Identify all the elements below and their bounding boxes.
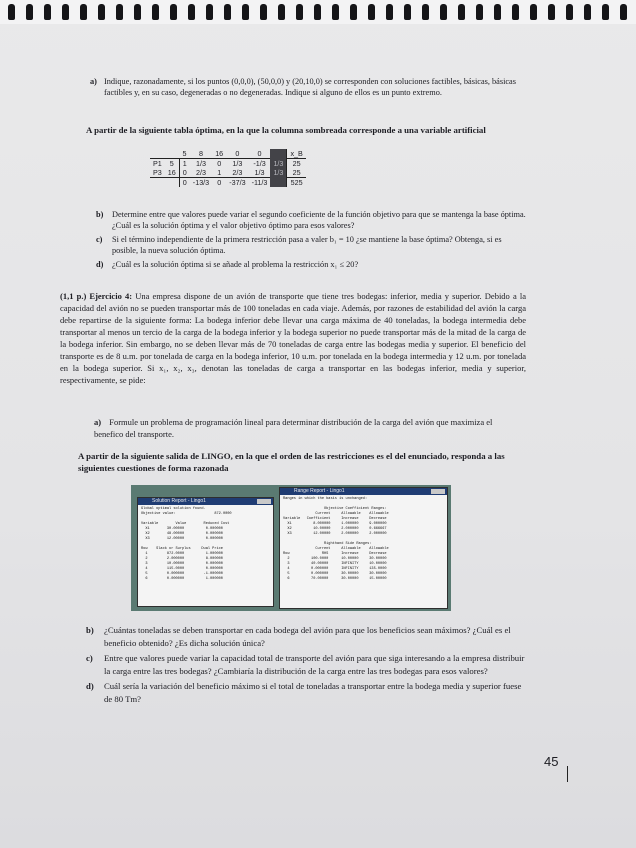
lingo-intro: A partir de la siguiente salida de LINGO, en la que el orden de las restricciones es el del enunciado, responda a las siguientes cuestiones de forma razonada bbox=[78, 451, 505, 473]
list-item bbox=[96, 209, 526, 231]
window-title: Range Report - Lingo1 bbox=[294, 488, 345, 494]
solution-report-body bbox=[138, 505, 273, 584]
table-cell: 1/3 bbox=[190, 159, 212, 169]
artificial-column-header bbox=[270, 149, 287, 159]
simplex-table bbox=[150, 149, 306, 187]
table-cell: 1/3 bbox=[226, 159, 248, 169]
window-title-bar bbox=[138, 498, 273, 505]
report-line: 6 0.000000 1.000000 bbox=[141, 577, 223, 581]
report-line: 5 0.000000 -1.000000 bbox=[141, 572, 223, 576]
question-label: c) bbox=[96, 235, 103, 244]
lingo-screenshot bbox=[131, 485, 451, 611]
table-cell: 525 bbox=[287, 178, 306, 188]
spiral-binding bbox=[0, 0, 636, 24]
cost-row bbox=[150, 149, 306, 159]
table-cell: 0 bbox=[212, 159, 226, 169]
table-cell: -37/3 bbox=[229, 178, 246, 187]
report-line: Objective value: 872.0000 bbox=[141, 512, 232, 516]
table-cell: 0 bbox=[179, 168, 190, 178]
page-number: 45 bbox=[544, 754, 559, 769]
reduced-cost-row bbox=[150, 178, 306, 188]
report-line: Current Allowable Allowable bbox=[283, 512, 389, 516]
report-line: Righthand Side Ranges: bbox=[283, 542, 372, 546]
table-cell: 5 bbox=[182, 149, 187, 158]
table-cell: 2/3 bbox=[190, 168, 212, 178]
question-label: a) bbox=[90, 77, 97, 86]
question-text: Formule un problema de programación lineal para determinar distribución de la carga del avión que maximiza el benefico del transporte. bbox=[94, 417, 493, 439]
report-line: 2 2.000000 8.000000 bbox=[141, 557, 223, 561]
question-label: a) bbox=[94, 417, 102, 427]
table-cell: 1 bbox=[212, 168, 226, 178]
table-cell: 1 bbox=[179, 159, 190, 169]
report-line: X2 10.00000 2.000000 0.666667 bbox=[283, 527, 387, 531]
question-a bbox=[90, 76, 524, 98]
question-text: Entre que valores puede variar la capacidad total de transporte del avión para que siga interesando a la empresa distribuir la carga entre las tres bodegas? ¿Cambiaría la distribución de la carga entre las tres bodegas para esos valores? bbox=[104, 653, 525, 676]
list-item bbox=[86, 680, 526, 706]
question-list-1 bbox=[96, 209, 526, 273]
table-cell: 8 bbox=[198, 149, 203, 158]
question-text: Si el término independiente de la primera restricción pasa a valer b₁ = 10 ¿se mantiene la base óptima? Obtenga, si es posible, la nueva solución óptima. bbox=[112, 235, 502, 255]
artificial-cell: 1/3 bbox=[270, 159, 287, 169]
table-cell: 1/3 bbox=[249, 168, 271, 178]
table-cell: 0 bbox=[179, 178, 190, 188]
question-label: d) bbox=[96, 260, 104, 269]
exercise-mark: (1,1 p.) Ejercicio 4: bbox=[60, 291, 133, 301]
table-cell: 25 bbox=[287, 168, 306, 178]
table-cell: -11/3 bbox=[251, 178, 268, 187]
window-controls bbox=[257, 499, 271, 504]
window-controls bbox=[431, 489, 445, 494]
solution-report-window bbox=[137, 497, 274, 607]
artificial-cell bbox=[270, 178, 287, 188]
report-line: 1 872.0000 1.000000 bbox=[141, 552, 223, 556]
report-line: 4 115.0000 0.000000 bbox=[141, 567, 223, 571]
question-text: Determine entre que valores puede variar el segundo coeficiente de la función objetivo para que se mantenga la base óptima. ¿Cuál es la solución óptima y el valor objetivo óptimo para esos valores? bbox=[112, 210, 526, 230]
list-item bbox=[86, 624, 526, 650]
question-label: b) bbox=[86, 625, 94, 635]
report-line: X1 8.000000 1.000000 9.000000 bbox=[283, 522, 387, 526]
pen-mark bbox=[567, 766, 568, 782]
report-line: 4 0.000000 INFINITY 135.0000 bbox=[283, 567, 387, 571]
question-text: ¿Cuál es la solución óptima si se añade al problema la restricción x₁ ≤ 20? bbox=[112, 260, 359, 269]
question-label: d) bbox=[86, 681, 94, 691]
question-list-2 bbox=[86, 624, 526, 708]
table-cell: x_B bbox=[287, 149, 306, 159]
report-line: 6 70.00000 30.00000 15.00000 bbox=[283, 577, 387, 581]
exercise-4-question-a bbox=[94, 416, 514, 440]
report-line: X3 12.00000 2.000000 2.000000 bbox=[283, 532, 387, 536]
report-line: Row RHS Increase Decrease bbox=[283, 552, 387, 556]
table-row bbox=[150, 159, 306, 169]
report-line: 3 10.00000 0.000000 bbox=[141, 562, 223, 566]
report-line: Variable Value Reduced Cost bbox=[141, 522, 230, 526]
basis-cell: P3 bbox=[150, 168, 165, 178]
table-cell: 0 bbox=[257, 149, 262, 158]
range-report-window bbox=[279, 487, 448, 609]
question-label: c) bbox=[86, 653, 93, 663]
report-line: X2 48.00000 0.000000 bbox=[141, 532, 223, 536]
report-line: Variable Coefficient Increase Decrease bbox=[283, 517, 387, 521]
question-label: b) bbox=[96, 210, 104, 219]
report-line: Current Allowable Allowable bbox=[283, 547, 389, 551]
cb-cell: 16 bbox=[165, 168, 180, 178]
table-cell: 16 bbox=[215, 149, 224, 158]
question-text: Cuál sería la variación del beneficio máximo si el total de toneladas a transportar entre la bodega media y superior fuese de 80 Tm? bbox=[104, 681, 522, 704]
window-title-bar bbox=[280, 488, 447, 495]
basis-cell: P1 bbox=[150, 159, 165, 169]
report-line: 5 0.000000 30.00000 30.00000 bbox=[283, 572, 387, 576]
list-item bbox=[96, 234, 526, 256]
table-intro: A partir de la siguiente tabla óptima, en la que la columna sombreada corresponde a una variable artificial bbox=[86, 125, 486, 135]
list-item bbox=[86, 652, 526, 678]
report-line: Row Slack or Surplus Dual Price bbox=[141, 547, 223, 551]
report-line: X3 12.00000 0.000000 bbox=[141, 537, 223, 541]
report-line: Objective Coefficient Ranges: bbox=[283, 507, 387, 511]
range-report-body bbox=[280, 495, 447, 584]
table-cell: 0 bbox=[217, 178, 222, 187]
artificial-cell: 1/3 bbox=[270, 168, 287, 178]
document-page bbox=[0, 24, 636, 848]
table-cell: -1/3 bbox=[249, 159, 271, 169]
table-cell: 25 bbox=[287, 159, 306, 169]
table-row bbox=[150, 168, 306, 178]
report-line: Global optimal solution found. bbox=[141, 507, 206, 511]
report-line: 3 40.00000 INFINITY 10.00000 bbox=[283, 562, 387, 566]
exercise-4 bbox=[60, 290, 526, 386]
question-text: ¿Cuántas toneladas se deben transportar en cada bodega del avión para que los beneficios sean máximos? ¿Cuál es el beneficio obtenido? ¿Es dicha solución única? bbox=[104, 625, 511, 648]
report-line: Ranges in which the basis is unchanged: bbox=[283, 497, 368, 501]
table-cell: 0 bbox=[235, 149, 240, 158]
table-cell: -13/3 bbox=[192, 178, 210, 187]
report-line: 2 100.0000 10.00000 30.00000 bbox=[283, 557, 387, 561]
question-text: Indique, razonadamente, si los puntos (0,0,0), (50,0,0) y (20,10,0) se corresponden con soluciones factibles, básicas, básicas factibles y, en su caso, degeneradas o no degeneradas. Indique si alguno de ellos es un punto extremo. bbox=[104, 77, 516, 97]
exercise-text: Una empresa dispone de un avión de transporte que tiene tres bodegas: inferior, media y superior. Debido a la capacidad del avión no se pueden transportar más de 100 toneladas en cada viaje. Además, por razones de estabilidad del avión la carga debe repartirse de la siguiente forma: La bodega inferior debe llevar una carga máxima de 40 toneladas, la bodega intermedia debe transportar al menos un tercio de la carga de la bodega inferior y la bodega superior no puede transportar más de la mitad de la carga de la bodega inferior. Sin embargo, no se deben llevar más de 70 toneladas de carga entre las bodegas media y superior. El beneficio del transporte es de 8 u.m. por tonelada de carga en la bodega inferior, 10 u.m. por tonelada en la bodega intermedia y 12 u.m. por tonelada en la bodega superior. Si x₁, x₂, x₃, denotan las toneladas de carga a transportar en las bodegas inferior, media y superior, respectivamente, se pide: bbox=[60, 291, 526, 385]
table-cell: 2/3 bbox=[226, 168, 248, 178]
cb-cell: 5 bbox=[165, 159, 180, 169]
list-item bbox=[96, 259, 526, 270]
window-title: Solution Report - Lingo1 bbox=[152, 498, 206, 504]
report-line: X1 30.00000 0.000000 bbox=[141, 527, 223, 531]
